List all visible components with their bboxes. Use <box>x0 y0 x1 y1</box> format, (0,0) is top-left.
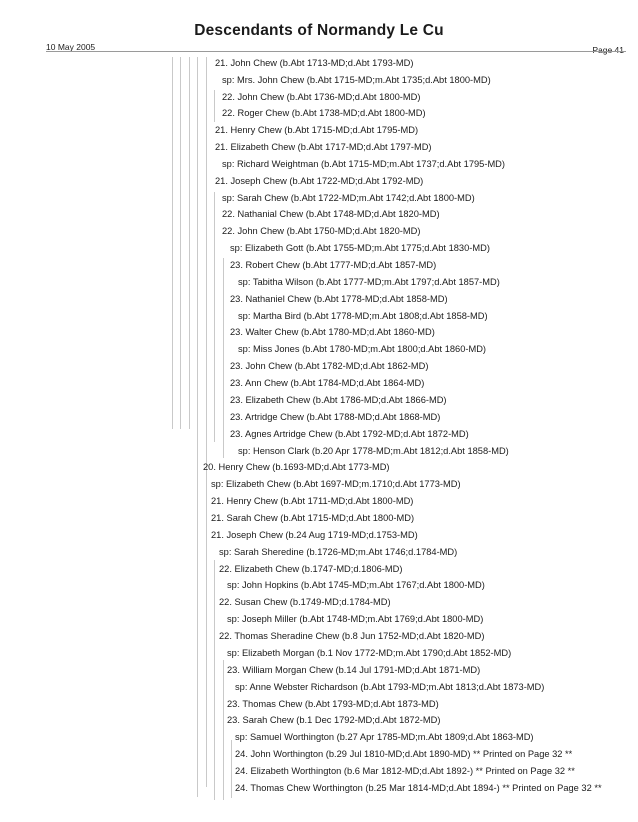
list-item: sp: Martha Bird (b.Abt 1778-MD;m.Abt 1808;d.Abt 1858-MD) <box>238 311 488 321</box>
list-item: 23. Ann Chew (b.Abt 1784-MD;d.Abt 1864-MD) <box>230 378 425 388</box>
list-item: 21. Joseph Chew (b.24 Aug 1719-MD;d.1753-MD) <box>211 530 418 540</box>
header-divider <box>46 51 626 52</box>
list-item: 24. Elizabeth Worthington (b.6 Mar 1812-MD;d.Abt 1892-) ** Printed on Page 32 ** <box>235 766 575 776</box>
list-item: 22. Elizabeth Chew (b.1747-MD;d.1806-MD) <box>219 564 403 574</box>
list-item: sp: Sarah Chew (b.Abt 1722-MD;m.Abt 1742;d.Abt 1800-MD) <box>222 193 475 203</box>
list-item: 22. Susan Chew (b.1749-MD;d.1784-MD) <box>219 597 391 607</box>
report-date: 10 May 2005 <box>46 42 96 52</box>
list-item: 23. Thomas Chew (b.Abt 1793-MD;d.Abt 1873-MD) <box>227 699 439 709</box>
list-item: sp: Elizabeth Chew (b.Abt 1697-MD;m.1710;d.Abt 1773-MD) <box>211 479 461 489</box>
list-item: sp: Richard Weightman (b.Abt 1715-MD;m.Abt 1737;d.Abt 1795-MD) <box>222 159 505 169</box>
list-item: 22. John Chew (b.Abt 1750-MD;d.Abt 1820-MD) <box>222 226 421 236</box>
list-item: 24. John Worthington (b.29 Jul 1810-MD;d.Abt 1890-MD) ** Printed on Page 32 ** <box>235 749 573 759</box>
list-item: 21. Sarah Chew (b.Abt 1715-MD;d.Abt 1800-MD) <box>211 513 415 523</box>
list-item: 22. Roger Chew (b.Abt 1738-MD;d.Abt 1800-MD) <box>222 108 426 118</box>
list-item: 23. Elizabeth Chew (b.Abt 1786-MD;d.Abt 1866-MD) <box>230 395 447 405</box>
list-item: 23. Agnes Artridge Chew (b.Abt 1792-MD;d.Abt 1872-MD) <box>230 429 469 439</box>
list-item: sp: Joseph Miller (b.Abt 1748-MD;m.Abt 1769;d.Abt 1800-MD) <box>227 614 484 624</box>
list-item: sp: Samuel Worthington (b.27 Apr 1785-MD;m.Abt 1809;d.Abt 1863-MD) <box>235 732 534 742</box>
list-item: 21. Elizabeth Chew (b.Abt 1717-MD;d.Abt 1797-MD) <box>215 142 432 152</box>
list-item: sp: Tabitha Wilson (b.Abt 1777-MD;m.Abt 1797;d.Abt 1857-MD) <box>238 277 500 287</box>
list-item: sp: John Hopkins (b.Abt 1745-MD;m.Abt 1767;d.Abt 1800-MD) <box>227 580 485 590</box>
report-title: Descendants of Normandy Le Cu <box>194 22 444 39</box>
list-item: 24. Thomas Chew Worthington (b.25 Mar 1814-MD;d.Abt 1894-) ** Printed on Page 32 ** <box>235 783 602 793</box>
list-item: 23. John Chew (b.Abt 1782-MD;d.Abt 1862-MD) <box>230 361 429 371</box>
list-item: 21. Joseph Chew (b.Abt 1722-MD;d.Abt 1792-MD) <box>215 176 424 186</box>
list-item: sp: Miss Jones (b.Abt 1780-MD;m.Abt 1800;d.Abt 1860-MD) <box>238 344 487 354</box>
list-item: 22. John Chew (b.Abt 1736-MD;d.Abt 1800-MD) <box>222 92 421 102</box>
list-item: 21. Henry Chew (b.Abt 1715-MD;d.Abt 1795-MD) <box>215 125 419 135</box>
list-item: 22. Thomas Sheradine Chew (b.8 Jun 1752-MD;d.Abt 1820-MD) <box>219 631 485 641</box>
list-item: 23. Walter Chew (b.Abt 1780-MD;d.Abt 1860-MD) <box>230 327 435 337</box>
list-item: 20. Henry Chew (b.1693-MD;d.Abt 1773-MD) <box>203 462 390 472</box>
list-item: 23. Sarah Chew (b.1 Dec 1792-MD;d.Abt 1872-MD) <box>227 715 441 725</box>
list-item: sp: Elizabeth Morgan (b.1 Nov 1772-MD;m.Abt 1790;d.Abt 1852-MD) <box>227 648 512 658</box>
list-item: sp: Elizabeth Gott (b.Abt 1755-MD;m.Abt 1775;d.Abt 1830-MD) <box>230 243 490 253</box>
list-item: sp: Henson Clark (b.20 Apr 1778-MD;m.Abt 1812;d.Abt 1858-MD) <box>238 446 509 456</box>
list-item: 23. William Morgan Chew (b.14 Jul 1791-MD;d.Abt 1871-MD) <box>227 665 481 675</box>
list-item: 23. Artridge Chew (b.Abt 1788-MD;d.Abt 1868-MD) <box>230 412 441 422</box>
list-item: 23. Nathaniel Chew (b.Abt 1778-MD;d.Abt 1858-MD) <box>230 294 448 304</box>
list-item: 23. Robert Chew (b.Abt 1777-MD;d.Abt 1857-MD) <box>230 260 437 270</box>
list-item: sp: Sarah Sheredine (b.1726-MD;m.Abt 1746;d.1784-MD) <box>219 547 458 557</box>
list-item: 22. Nathanial Chew (b.Abt 1748-MD;d.Abt 1820-MD) <box>222 209 440 219</box>
list-item: sp: Mrs. John Chew (b.Abt 1715-MD;m.Abt 1735;d.Abt 1800-MD) <box>222 75 491 85</box>
list-item: sp: Anne Webster Richardson (b.Abt 1793-MD;m.Abt 1813;d.Abt 1873-MD) <box>235 682 545 692</box>
list-item: 21. John Chew (b.Abt 1713-MD;d.Abt 1793-MD) <box>215 58 414 68</box>
page-number: Page 41 <box>592 45 624 55</box>
list-item: 21. Henry Chew (b.Abt 1711-MD;d.Abt 1800-MD) <box>211 496 414 506</box>
